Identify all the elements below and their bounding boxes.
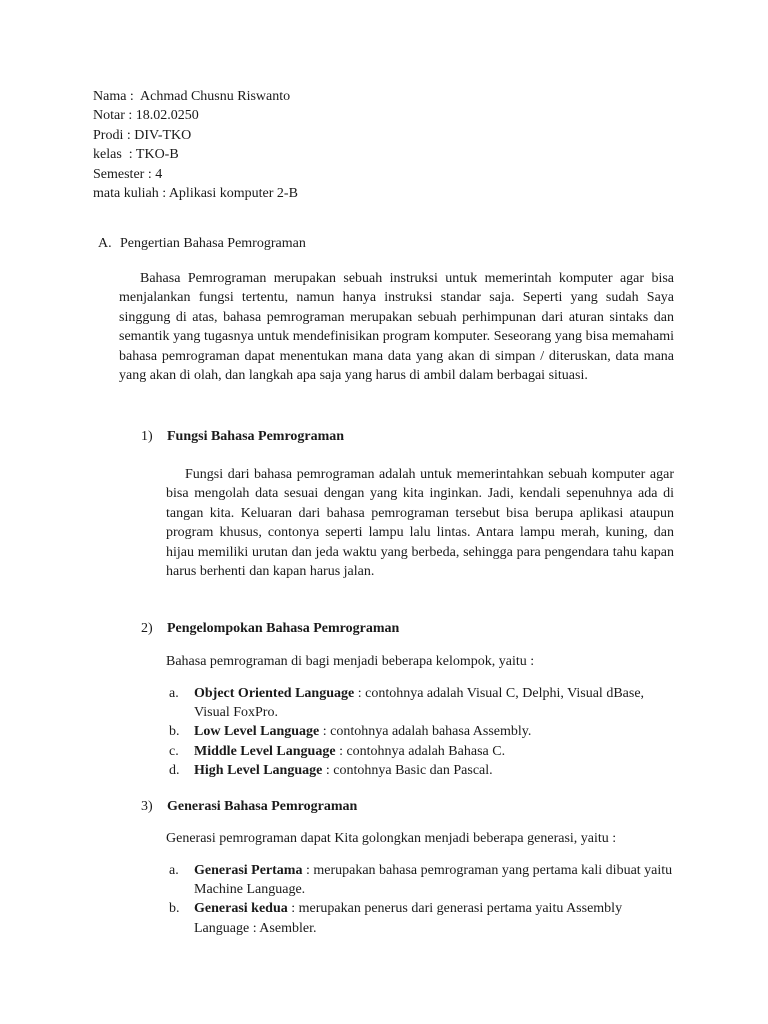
section-a-letter: A. [98,236,112,251]
list-item [169,722,679,741]
list-desc: : contohnya Basic dan Pascal. [322,762,493,778]
list-term: High Level Language [194,762,323,778]
list-item [169,861,679,899]
matkul-line: mata kuliah : Aplikasi komputer 2-B [93,186,298,202]
section-a-title: Pengertian Bahasa Pemrograman [120,236,306,251]
sub2-title: Pengelompokan Bahasa Pemrograman [167,621,400,636]
section-a-heading [98,234,306,253]
list-marker: b. [169,901,180,917]
sub3-title: Generasi Bahasa Pemrograman [167,799,358,814]
list-marker: a. [169,863,179,878]
sub1-title: Fungsi Bahasa Pemrograman [167,429,345,444]
list-term: Object Oriented Language [194,686,355,701]
student-info [93,87,298,203]
sub2-intro: Bahasa pemrograman di bagi menjadi beberapa kelompok, yaitu : [166,654,535,669]
prodi-line: Prodi : DIV-TKO [93,127,192,143]
kelas-line: kelas : TKO-B [93,147,179,163]
list-marker: d. [169,762,180,778]
sub1-text: Fungsi dari bahasa pemrograman adalah untuk memerintahkan sebuah komputer agar bisa mengolah data sesuai dengan yang kita inginkan. Jadi, kendali sepenuhnya ada di tangan kita. Keluaran dari bahasa pemrograman tersebut bisa berupa aplikasi ataupun program khusus, contonya seperti lampu lalu lintas. Antara lampu merah, kuning, dan hijau memiliki urutan dan jeda waktu yang berbeda, sehingga para pengendara tahu kapan harus berhenti dan kapan harus jalan. [166,467,674,580]
sub3-heading [141,797,357,816]
list-desc: : contohnya adalah Bahasa C. [335,743,506,759]
section-a-paragraph [119,269,674,385]
sub2-list [169,684,679,780]
list-term: Low Level Language [194,724,320,740]
sub2-heading [141,619,399,638]
list-marker: a. [169,686,179,701]
list-term: Middle Level Language [194,743,336,759]
semester-line: Semester : 4 [93,166,163,182]
sub3-num: 3) [141,799,153,814]
list-marker: b. [169,724,180,740]
list-desc: : merupakan bahasa pemrograman yang pertama kali dibuat yaitu Machine Language. [194,863,673,898]
sub1-num: 1) [141,429,153,444]
list-marker: c. [169,743,179,759]
list-item [169,684,679,722]
list-item [169,899,679,937]
list-term: Generasi kedua [194,901,288,917]
sub2-num: 2) [141,621,153,636]
nama-line: Nama : Achmad Chusnu Riswanto [93,89,291,104]
sub3-intro: Generasi pemrograman dapat Kita golongkan menjadi beberapa generasi, yaitu : [166,831,617,846]
notar-line: Notar : 18.02.0250 [93,108,199,124]
list-item [169,761,679,780]
list-desc: : merupakan penerus dari generasi pertama yaitu Assembly Language : Asembler. [194,901,623,936]
sub3-list [169,861,679,938]
section-a-text: Bahasa Pemrograman merupakan sebuah instruksi untuk memerintah komputer agar bisa menjalankan fungsi tertentu, namun hanya instruksi standar saja. Seperti yang sudah Saya singgung di atas, bahasa pemrograman merupakan sebuah perhimpunan dari aturan sintaks dan semantik yang tugasnya untuk mendefinisikan program komputer. Seseorang yang bisa memahami bahasa pemrograman dapat menentukan mana data yang akan di simpan / diteruskan, data mana yang akan di olah, dan langkah apa saja yang harus di ambil dalam berbagai situasi. [119,271,674,384]
list-desc: : contohnya adalah Visual C, Delphi, Visual dBase, Visual FoxPro. [194,686,645,721]
list-item [169,742,679,761]
sub1-paragraph [166,465,674,581]
list-desc: : contohnya adalah bahasa Assembly. [319,724,532,740]
sub1-heading [141,427,344,446]
list-term: Generasi Pertama [194,863,303,878]
